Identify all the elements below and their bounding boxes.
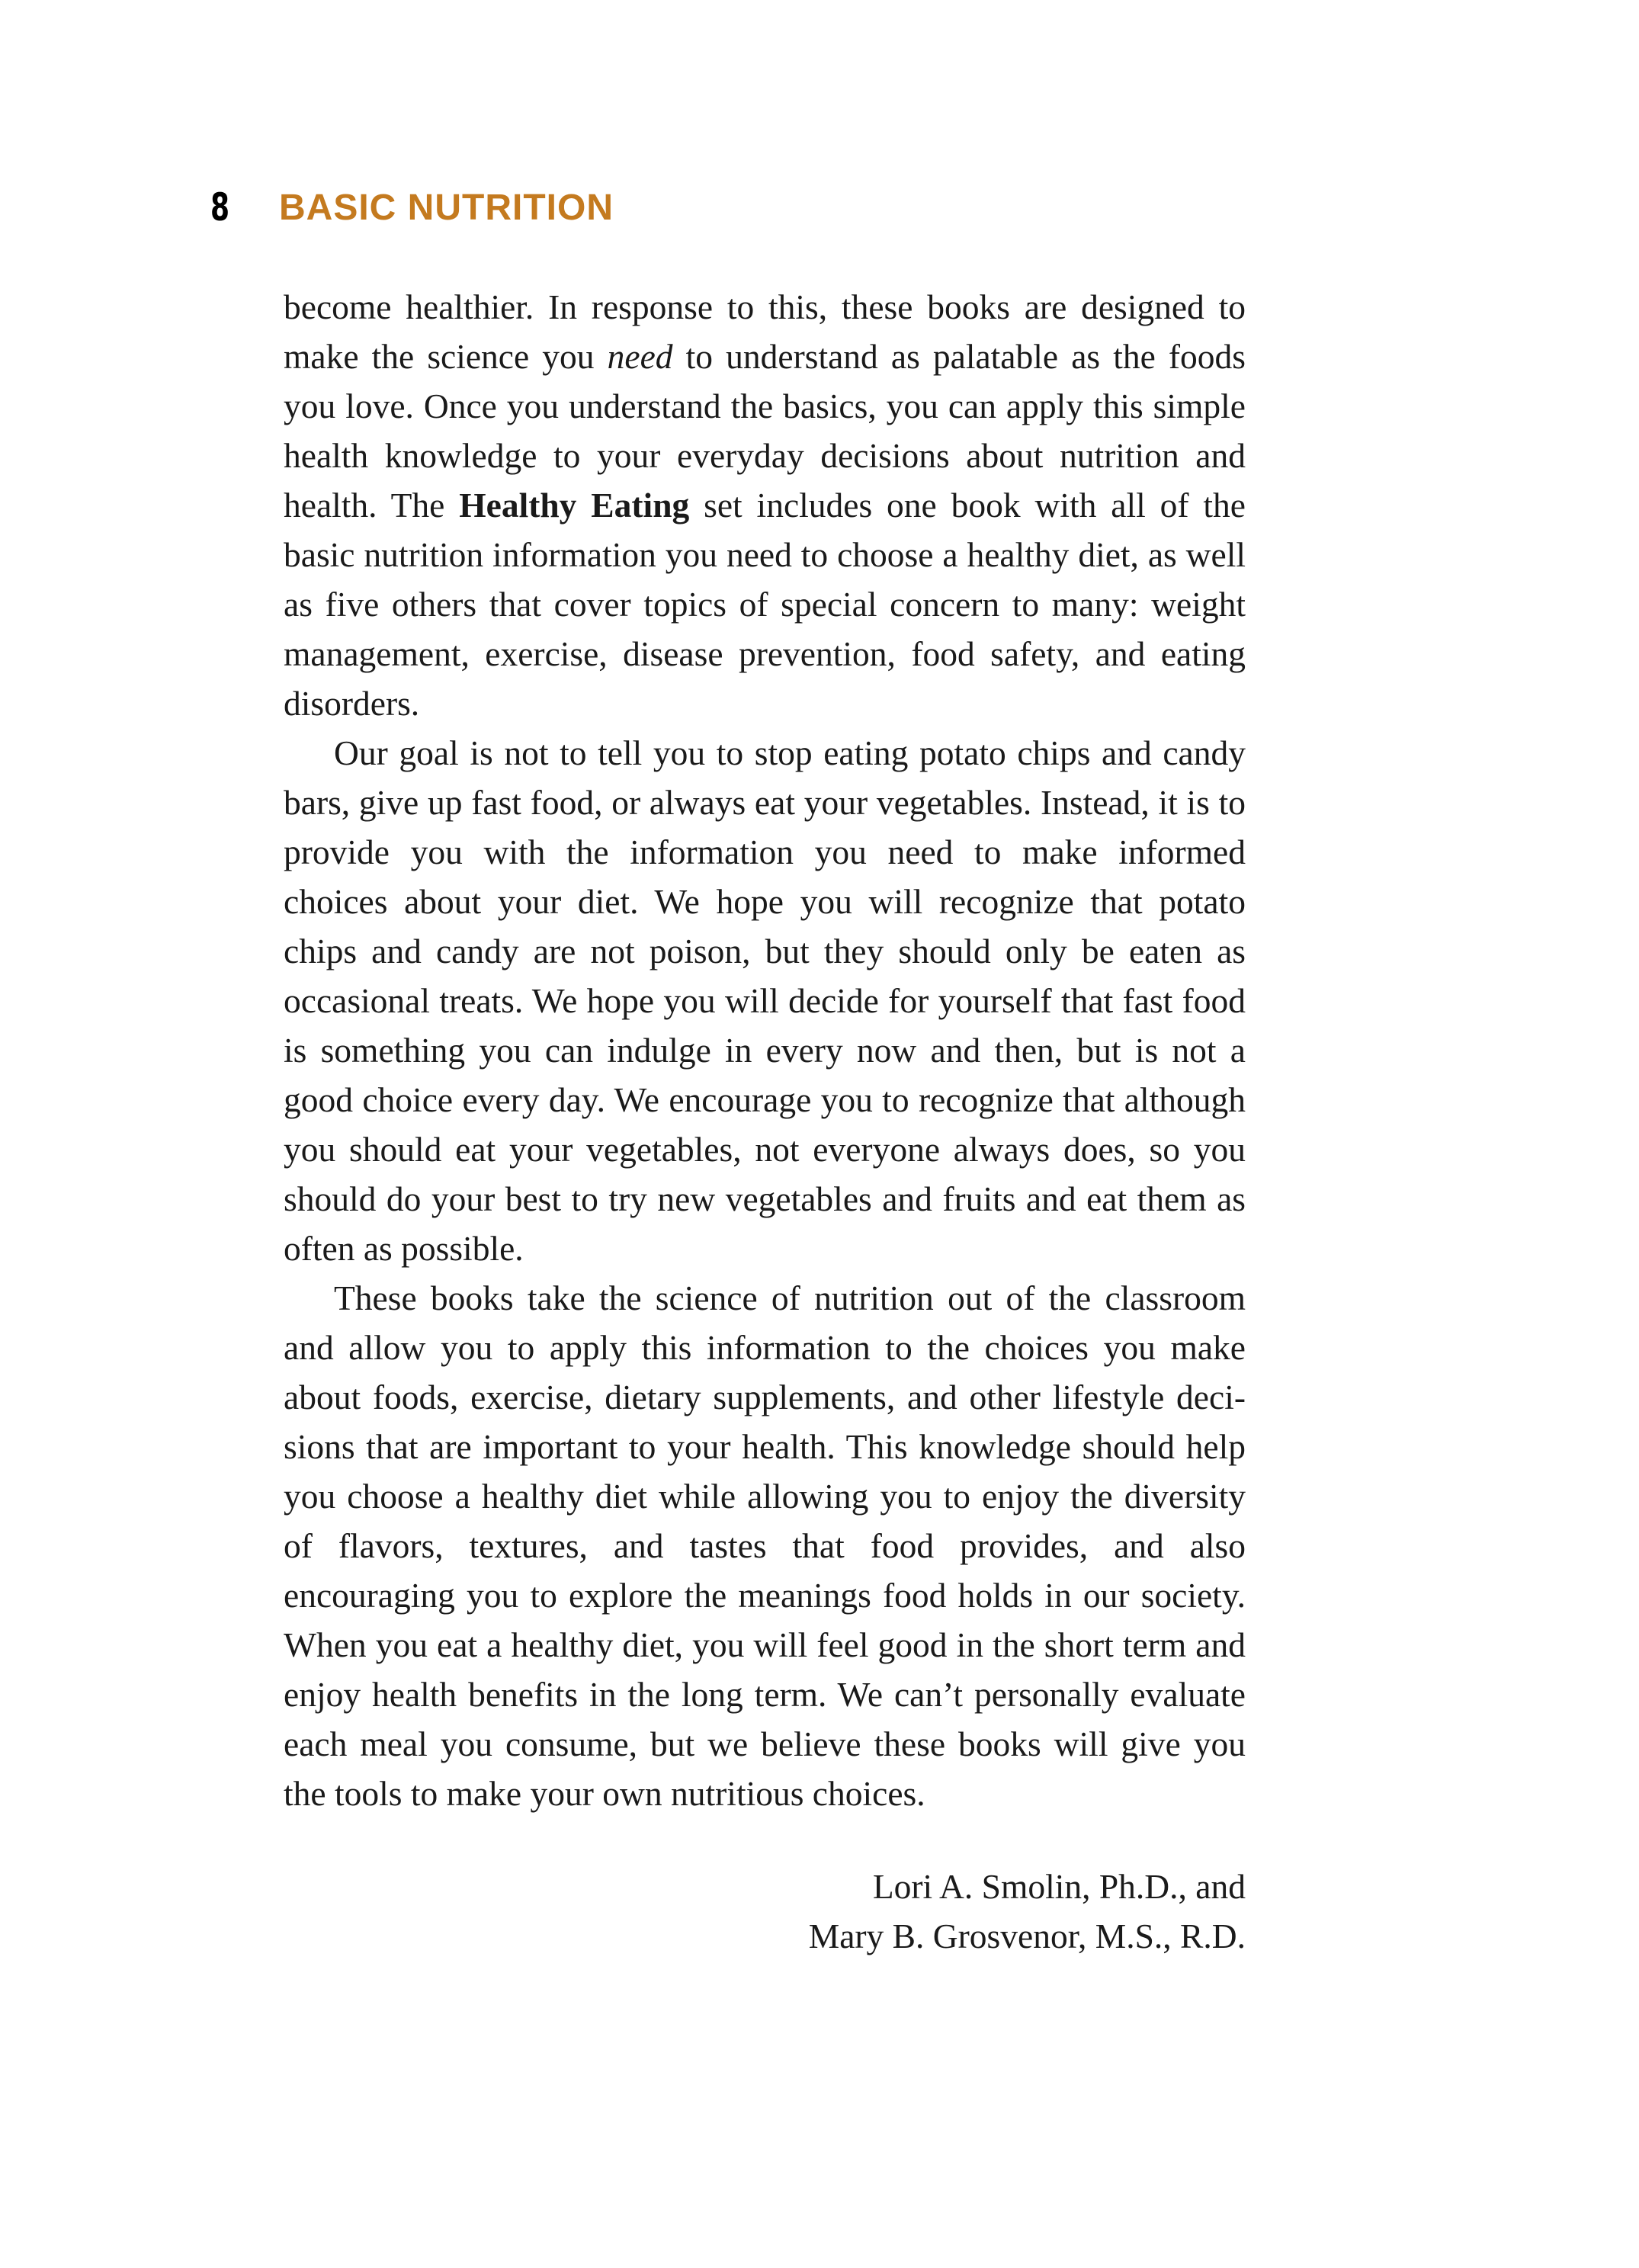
- paragraph-1-part-a: become healthier. In response to this, these books are designed to make the science you: [284, 287, 1246, 376]
- chapter-title: BASIC NUTRITION: [279, 187, 614, 228]
- paragraph-1-part-e: set includes one book with all of the basic nutrition information you need to choose a healthy diet, as well as five others that cover topics of special concern to many: weight management, exercise, disease prevention, food safety, and eating disorders.: [284, 486, 1246, 723]
- page-number: 8: [210, 185, 229, 229]
- paragraph-2: Our goal is not to tell you to stop eating potato chips and candy bars, give up fast food, or always eat your vegetables. Instead, it is to provide you with the information you need to make informed choices about your diet. We hope you will recognize that potato chips and candy are not poison, but they should only be eaten as occasional treats. We hope you will decide for yourself that fast food is something you can indulge in every now and then, but is not a good choice every day. We encourage you to recognize that although you should eat your vegetables, not everyone always does, so you should do your best to try new vegetables and fruits and eat them as often as possible.: [284, 733, 1246, 1268]
- running-head: [210, 177, 614, 238]
- emphasis-need: need: [607, 337, 673, 376]
- paragraph-3: These books take the science of nutrition out of the classroom and allow you to apply this information to the choices you make about foods, exercise, dietary supplements, and other lifestyle decisions that are important to your health. This knowledge should help you choose a healthy diet while allowing you to enjoy the diversity of flavors, textures, and tastes that food provides, and also encouraging you to explore the meanings food holds in our society. When you eat a healthy diet, you will feel good in the short term and enjoy health benefits in the long term. We can’t personally evaluate each meal you consume, but we believe these books will give you the tools to make your own nutritious choices.: [284, 1278, 1246, 1813]
- signature-line-2: Mary B. Grosvenor, M.S., R.D.: [808, 1917, 1246, 1955]
- series-title-healthy-eating: Healthy Eating: [459, 486, 690, 524]
- paragraph-1-part-c: to understand as palatable as the foods you love. Once you understand the basics, you can apply this simple health knowledge to your everyday decisions about nutrition and health. The: [284, 337, 1246, 524]
- body-text: [284, 282, 1246, 1818]
- author-signature: [284, 1862, 1246, 1961]
- signature-line-1: Lori A. Smolin, Ph.D., and: [872, 1867, 1246, 1906]
- paragraph-1: [284, 282, 1246, 728]
